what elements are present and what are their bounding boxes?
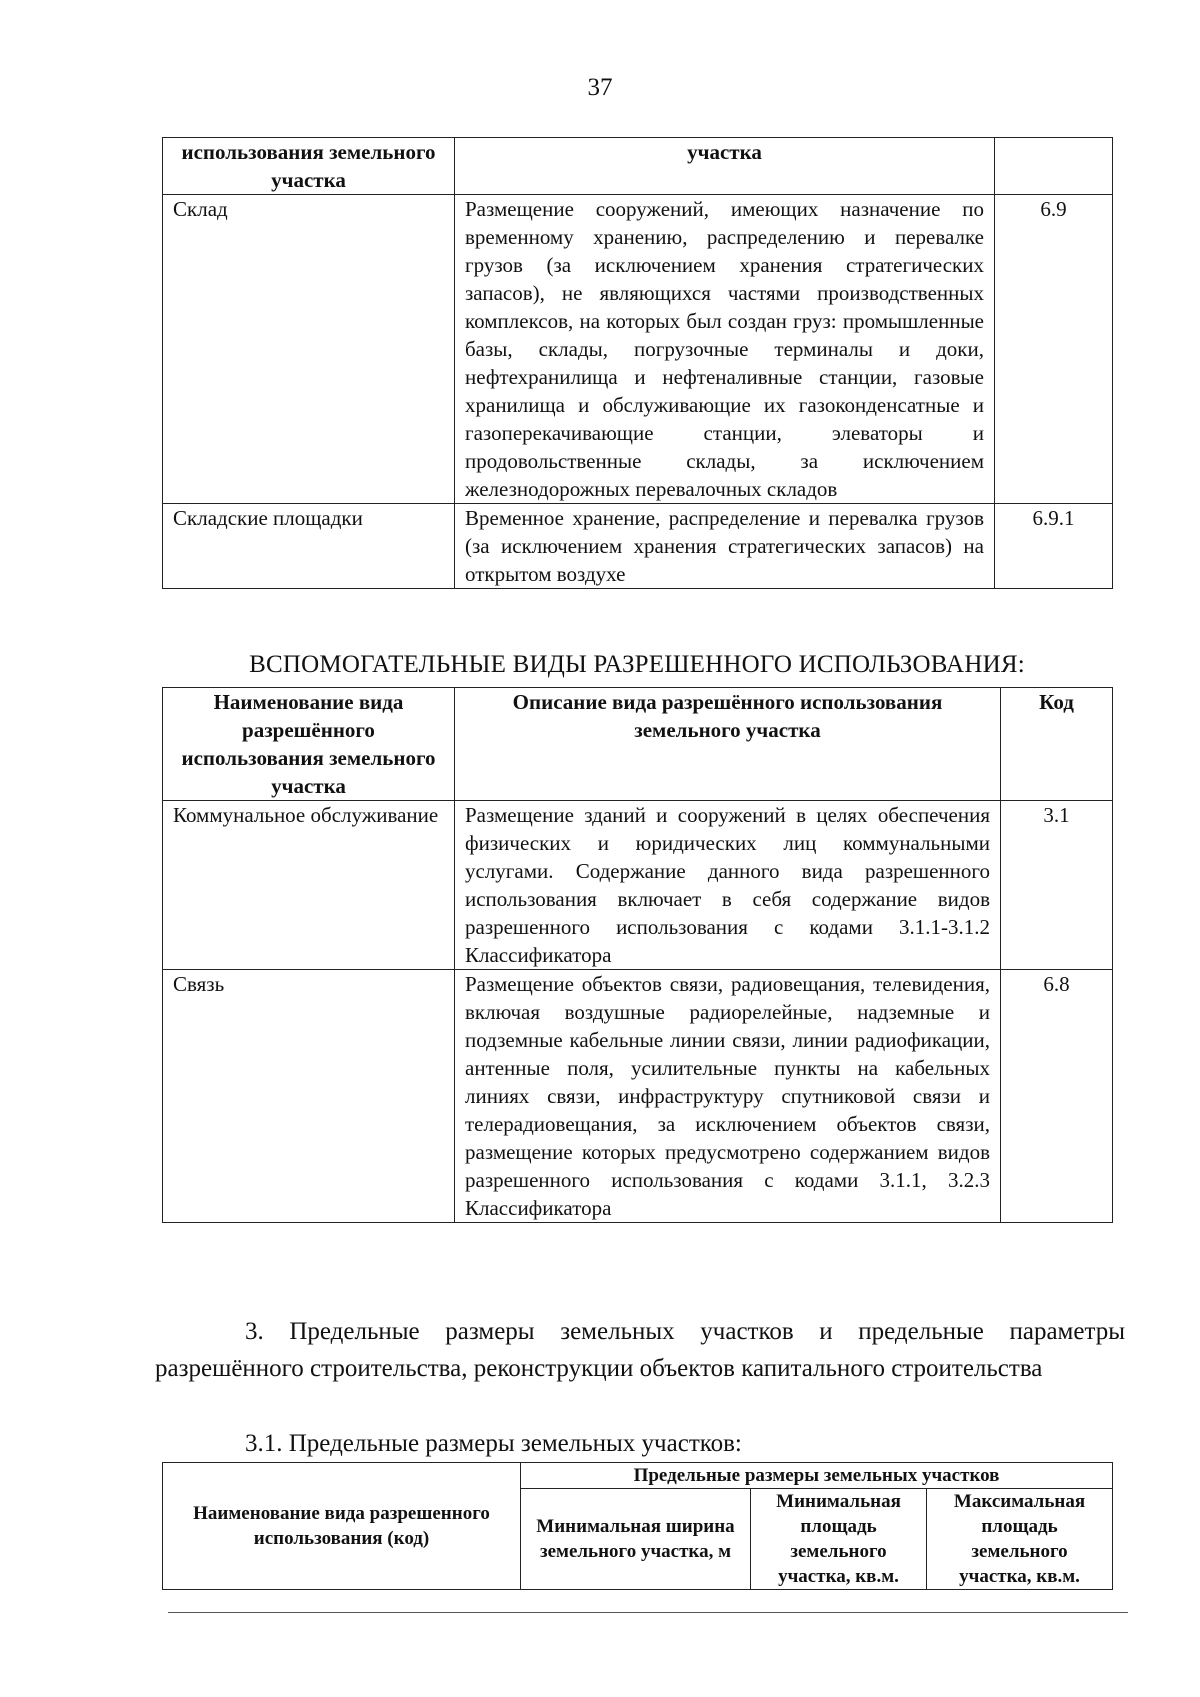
header-max-area: Максимальная площадь земельного участка, кв.м.	[927, 1489, 1113, 1590]
header-min-width: Минимальная ширина земельного участка, м	[521, 1489, 751, 1590]
table-row	[163, 504, 1113, 589]
table-header-row	[163, 138, 1113, 195]
table-header-row	[163, 688, 1113, 801]
header-name: Наименование вида разрешённого использования земельного участка	[163, 688, 455, 801]
page-number: 37	[587, 74, 613, 101]
table-row	[163, 970, 1113, 1223]
bottom-rule	[168, 1612, 1128, 1613]
paragraph-3: 3. Предельные размеры земельных участков и предельные параметры разрешённого строительства, реконструкции объектов капитального строительства	[155, 1318, 1125, 1382]
header-description: участка	[455, 138, 995, 195]
header-use-name: Наименование вида разрешенного использования (код)	[163, 1463, 521, 1590]
table-row	[163, 195, 1113, 504]
header-description: Описание вида разрешённого использования земельного участка	[455, 688, 1001, 801]
use-code: 6.8	[1001, 970, 1113, 1223]
section-heading: ВСПОМОГАТЕЛЬНЫЕ ВИДЫ РАЗРЕШЕННОГО ИСПОЛЬЗОВАНИЯ:	[249, 651, 1025, 678]
use-name: Коммунальное обслуживание	[163, 801, 455, 970]
use-description: Размещение зданий и сооружений в целях обеспечения физических и юридических лиц коммунальными услугами. Содержание данного вида разрешенного использования включает в себя содержание видов разрешенного использования с кодами 3.1.1-3.1.2 Классификатора	[455, 801, 1001, 970]
plot-size-limits-table	[162, 1462, 1113, 1590]
auxiliary-uses-table	[162, 687, 1113, 1223]
use-description: Временное хранение, распределение и перевалка грузов (за исключением хранения стратегических запасов) на открытом воздухе	[455, 504, 995, 589]
table-header-row	[163, 1463, 1113, 1489]
paragraph-3-1: 3.1. Предельные размеры земельных участков:	[245, 1430, 742, 1457]
use-name: Складские площадки	[163, 504, 455, 589]
header-code	[995, 138, 1113, 195]
use-name: Склад	[163, 195, 455, 504]
use-code: 6.9	[995, 195, 1113, 504]
use-code: 3.1	[1001, 801, 1113, 970]
use-code: 6.9.1	[995, 504, 1113, 589]
table-row	[163, 801, 1113, 970]
main-uses-table-continued	[162, 137, 1113, 589]
use-name: Связь	[163, 970, 455, 1223]
use-description: Размещение сооружений, имеющих назначение по временному хранению, распределению и перевалке грузов (за исключением хранения стратегических запасов), не являющихся частями производственных комплексов, на которых был создан груз: промышленные базы, склады, погрузочные терминалы и доки, нефтехранилища и нефтеналивные станции, газовые хранилища и обслуживающие их газоконденсатные и газоперекачивающие станции, элеваторы и продовольственные склады, за исключением железнодорожных перевалочных складов	[455, 195, 995, 504]
header-min-area: Минимальная площадь земельного участка, кв.м.	[751, 1489, 927, 1590]
header-code: Код	[1001, 688, 1113, 801]
header-name: использования земельного участка	[163, 138, 455, 195]
header-group: Предельные размеры земельных участков	[521, 1463, 1113, 1489]
use-description: Размещение объектов связи, радиовещания, телевидения, включая воздушные радиорелейные, надземные и подземные кабельные линии связи, линии радиофикации, антенные поля, усилительные пункты на кабельных линиях связи, инфраструктуру спутниковой связи и телерадиовещания, за исключением объектов связи, размещение которых предусмотрено содержанием видов разрешенного использования с кодами 3.1.1, 3.2.3 Классификатора	[455, 970, 1001, 1223]
